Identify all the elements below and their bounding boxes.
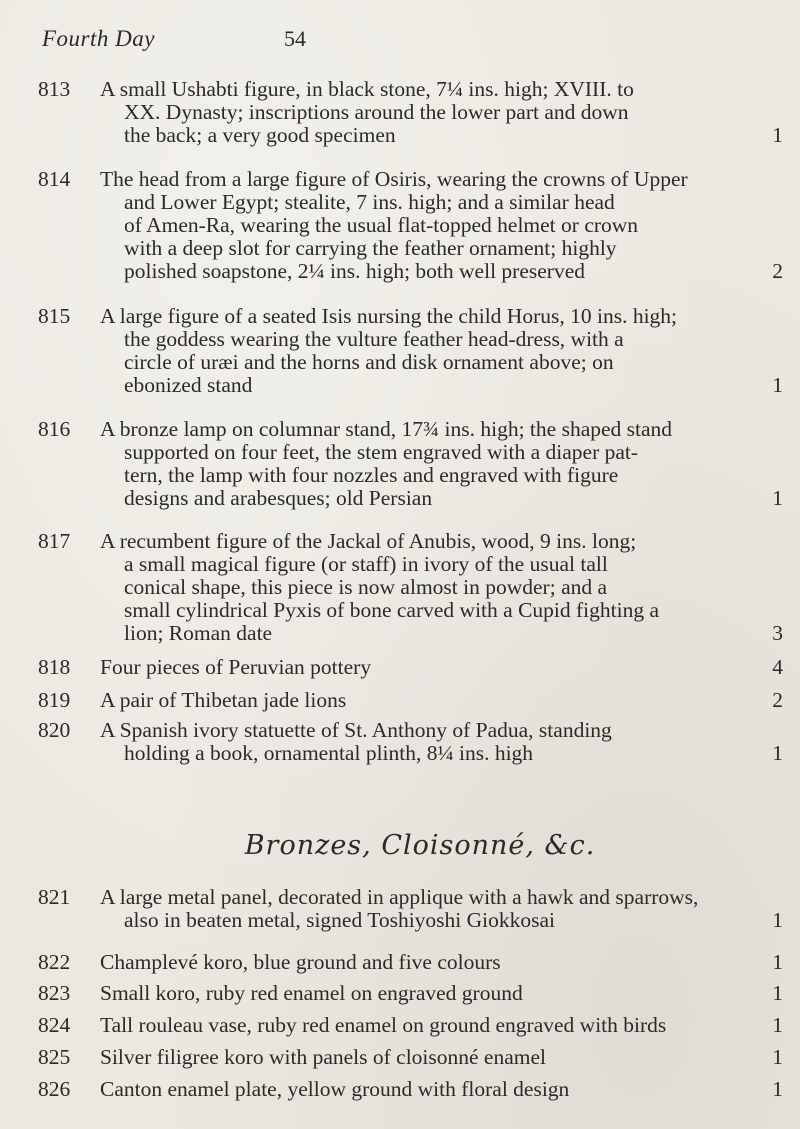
lot-description <box>100 982 740 1005</box>
lot-quantity: 1 <box>772 950 783 974</box>
lot-822 <box>38 951 783 975</box>
lot-quantity: 1 <box>772 908 783 932</box>
lot-line: also in beaten metal, signed Toshiyoshi Giokkosai <box>124 908 556 932</box>
lot-line: ebonized stand <box>124 373 253 397</box>
lot-826 <box>38 1078 783 1102</box>
lot-line: A large figure of a seated Isis nursing the child Horus, 10 ins. high; <box>100 304 678 328</box>
lot-number: 826 <box>38 1077 71 1101</box>
lot-line: conical shape, this piece is now almost in powder; and a <box>124 575 608 599</box>
lot-823 <box>38 982 783 1006</box>
lot-description <box>100 656 740 679</box>
lot-line: A bronze lamp on columnar stand, 17¾ ins. high; the shaped stand <box>100 417 673 441</box>
lot-line: of Amen-Ra, wearing the usual flat-topped helmet or crown <box>124 213 639 237</box>
lot-line: small cylindrical Pyxis of bone carved with a Cupid fighting a <box>124 598 660 622</box>
lot-description <box>100 1078 740 1101</box>
lot-line: A recumbent figure of the Jackal of Anubis, wood, 9 ins. long; <box>100 529 637 553</box>
lot-815 <box>38 305 783 399</box>
lot-number: 817 <box>38 529 71 553</box>
lot-quantity: 2 <box>772 259 783 283</box>
lot-line: Small koro, ruby red enamel on engraved ground <box>100 981 523 1005</box>
lot-817 <box>38 530 783 646</box>
lot-821 <box>38 886 783 934</box>
lot-number: 825 <box>38 1045 71 1069</box>
lot-quantity: 1 <box>772 373 783 397</box>
lot-824 <box>38 1014 783 1038</box>
lot-number: 824 <box>38 1013 71 1037</box>
lot-line: circle of uræi and the horns and disk ornament above; on <box>124 350 614 374</box>
lot-description <box>100 530 740 645</box>
lot-816 <box>38 418 783 512</box>
lot-814 <box>38 168 783 284</box>
lot-line: polished soapstone, 2¼ ins. high; both well preserved <box>124 259 585 283</box>
lot-quantity: 2 <box>772 688 783 712</box>
lot-description <box>100 418 740 510</box>
lot-line: supported on four feet, the stem engraved with a diaper pat- <box>124 440 639 464</box>
lot-number: 819 <box>38 688 71 712</box>
lot-line: designs and arabesques; old Persian <box>124 486 433 510</box>
lot-820 <box>38 719 783 767</box>
lot-description <box>100 719 740 765</box>
lot-819 <box>38 689 783 713</box>
lot-quantity: 1 <box>772 1045 783 1069</box>
lot-825 <box>38 1046 783 1070</box>
lot-line: Four pieces of Peruvian pottery <box>100 655 372 679</box>
lot-line: The head from a large figure of Osiris, wearing the crowns of Upper <box>100 167 688 191</box>
lot-line: Champlevé koro, blue ground and five colours <box>100 950 501 974</box>
lot-line: Tall rouleau vase, ruby red enamel on ground engraved with birds <box>100 1013 667 1037</box>
lot-description <box>100 1046 740 1069</box>
lot-quantity: 1 <box>772 123 783 147</box>
lot-number: 821 <box>38 885 71 909</box>
lot-number: 814 <box>38 167 71 191</box>
lot-line: A large metal panel, decorated in applique with a hawk and sparrows, <box>100 885 699 909</box>
lot-description <box>100 1014 740 1037</box>
section-heading: Bronzes, Cloisonné, &c. <box>244 830 596 861</box>
lot-line: a small magical figure (or staff) in ivory of the usual tall <box>124 552 608 576</box>
lot-number: 813 <box>38 77 71 101</box>
lot-number: 818 <box>38 655 71 679</box>
lot-number: 816 <box>38 417 71 441</box>
lot-813 <box>38 78 783 148</box>
lot-line: the back; a very good specimen <box>124 123 396 147</box>
lot-line: A pair of Thibetan jade lions <box>100 688 347 712</box>
lot-quantity: 1 <box>772 1013 783 1037</box>
page-number: 54 <box>284 26 306 51</box>
lot-number: 822 <box>38 950 71 974</box>
lot-description <box>100 168 740 283</box>
lot-quantity: 3 <box>772 621 783 645</box>
lot-line: the goddess wearing the vulture feather head-dress, with a <box>124 327 624 351</box>
lot-line: with a deep slot for carrying the feather ornament; highly <box>124 236 617 260</box>
lot-description <box>100 951 740 974</box>
day-title: Fourth Day <box>42 26 155 51</box>
lot-description <box>100 305 740 397</box>
lot-line: A Spanish ivory statuette of St. Anthony of Padua, standing <box>100 718 612 742</box>
lot-quantity: 1 <box>772 486 783 510</box>
lot-line: Silver filigree koro with panels of cloisonné enamel <box>100 1045 546 1069</box>
lot-line: A small Ushabti figure, in black stone, 7¼ ins. high; XVIII. to <box>100 77 634 101</box>
lot-number: 815 <box>38 304 71 328</box>
lot-quantity: 1 <box>772 1077 783 1101</box>
lot-line: Canton enamel plate, yellow ground with floral design <box>100 1077 570 1101</box>
lot-description <box>100 886 740 932</box>
lot-description <box>100 689 740 712</box>
lot-line: holding a book, ornamental plinth, 8¼ ins. high <box>124 741 534 765</box>
lot-quantity: 4 <box>772 655 783 679</box>
lot-quantity: 1 <box>772 981 783 1005</box>
lot-line: XX. Dynasty; inscriptions around the lower part and down <box>124 100 629 124</box>
lot-number: 820 <box>38 718 71 742</box>
lot-description <box>100 78 740 147</box>
lot-line: lion; Roman date <box>124 621 273 645</box>
lot-number: 823 <box>38 981 71 1005</box>
lot-line: tern, the lamp with four nozzles and engraved with figure <box>124 463 619 487</box>
lot-quantity: 1 <box>772 741 783 765</box>
lot-line: and Lower Egypt; stealite, 7 ins. high; and a similar head <box>124 190 615 214</box>
lot-818 <box>38 656 783 680</box>
page-header <box>42 26 762 56</box>
